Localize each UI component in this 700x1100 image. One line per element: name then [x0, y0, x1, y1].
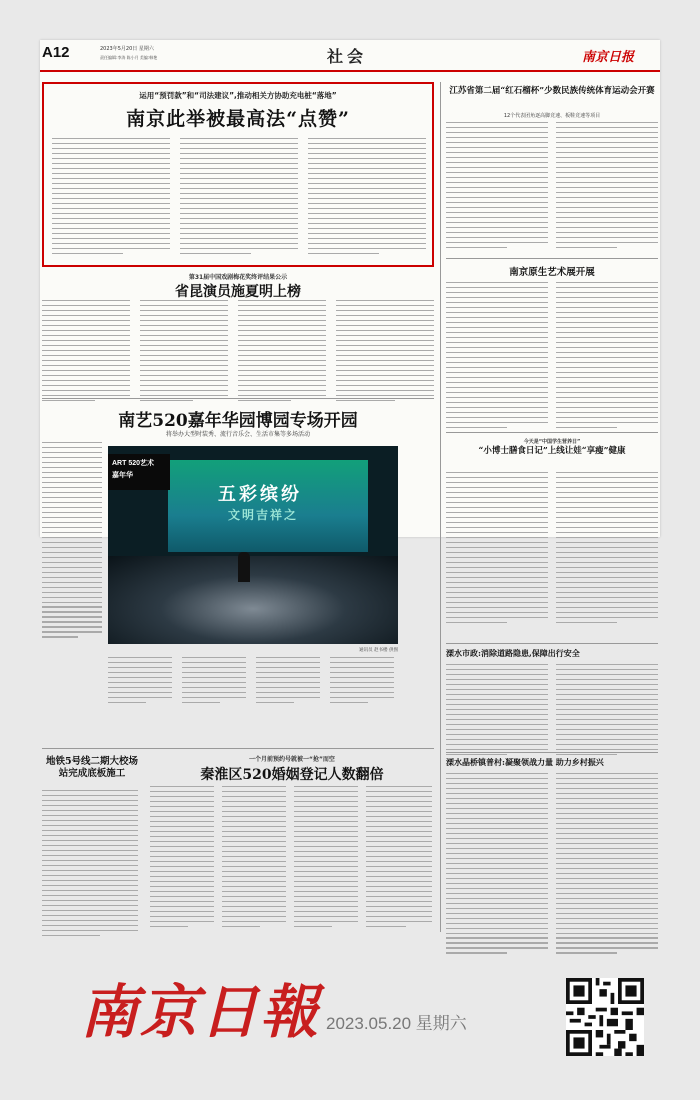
right4-text-col1 — [446, 664, 548, 759]
divider — [446, 432, 658, 433]
right3-title[interactable]: “小博士膳食日记”上线让娃“享瘦”健康 — [478, 446, 626, 456]
story3-subtitle: 将举办大型时装秀、流行音乐会、生活市集等多场活动 — [165, 431, 310, 438]
right5-text-col2 — [556, 773, 658, 957]
lead-text-col1 — [52, 138, 170, 258]
right5-title[interactable]: 溧水晶桥镇普村:凝聚领战力量 助力乡村振兴 — [446, 757, 604, 767]
story2-text-col2 — [140, 300, 228, 405]
story3-text-b3 — [256, 657, 320, 707]
orchestra-stage — [108, 556, 398, 644]
right3-text-col1 — [446, 472, 548, 627]
right1-title[interactable]: 江苏省第二届“红石榴杯”少数民族传统体育运动会开赛 — [449, 86, 655, 96]
qr-code-icon[interactable] — [566, 978, 644, 1056]
story2-text-col4 — [336, 300, 434, 405]
story5-title[interactable]: 秦淮区520婚姻登记人数翻倍 — [200, 767, 384, 783]
story2-kicker: 第31届中国戏剧梅花奖终评结果公示 — [188, 274, 288, 281]
story5-text-col2 — [222, 786, 286, 931]
divider — [42, 748, 434, 749]
footer-logo: 南京日報 — [80, 978, 321, 1046]
lead-title: 南京此举被最高法“点赞” — [126, 108, 350, 130]
right1-text-col1 — [446, 122, 548, 252]
story3-text-b2 — [182, 657, 246, 707]
conductor — [238, 552, 250, 582]
footer-date: 2023.05.20 星期六 — [326, 1014, 467, 1033]
right4-title[interactable]: 溧水市政:消除道路隐患,保障出行安全 — [446, 648, 580, 658]
story5-text-col3 — [294, 786, 358, 931]
page-header — [40, 40, 660, 72]
right5-text-col1 — [446, 773, 548, 957]
story3-text-b1 — [108, 657, 172, 707]
story5-kicker: 一个月前预约号就被一“抢”而空 — [249, 756, 335, 763]
lead-story[interactable] — [42, 82, 434, 267]
story5-text-col4 — [366, 786, 432, 931]
story2-text-col1 — [42, 300, 130, 405]
story3-title[interactable]: 南艺520嘉年华园博园专场开园 — [118, 411, 358, 431]
right2-text-col2 — [556, 282, 658, 432]
screen-subtext: 文明吉祥之 — [228, 508, 299, 522]
header-date: 2023年5月20日 星期六 — [100, 46, 154, 52]
photo-credit: 通讯员 赵书楼 供图 — [359, 648, 398, 653]
section-title: 社会 — [327, 47, 368, 66]
story5-text-col1 — [150, 786, 214, 931]
right2-title[interactable]: 南京原生艺术展开展 — [509, 267, 595, 278]
story3-text — [42, 442, 102, 641]
story2-text-col3 — [238, 300, 326, 405]
concert-photo[interactable] — [108, 446, 398, 644]
page-number: A12 — [42, 44, 70, 61]
sign-line2: 嘉年华 — [112, 471, 133, 479]
sign-line1: ART 520艺术 — [112, 460, 155, 467]
story3-text-b4 — [330, 657, 394, 707]
lead-text-col3 — [308, 138, 426, 258]
story2-title[interactable]: 省昆演员施夏明上榜 — [175, 284, 301, 300]
lead-text-col2 — [180, 138, 298, 258]
story4-title[interactable]: 地铁5号线二期大校场站完成底板施工 — [45, 756, 139, 779]
divider — [446, 643, 658, 644]
right3-text-col2 — [556, 472, 658, 627]
right4-text-col2 — [556, 664, 658, 759]
right2-text-col1 — [446, 282, 548, 432]
screen-text: 五彩缤纷 — [218, 484, 302, 505]
lead-subtitle: 运用“预罚款”和“司法建议”,推动相关方协助充电桩“落地” — [139, 91, 337, 100]
header-editors: 责任编辑:李涛 陈小月 美编:韩艳 — [100, 55, 158, 60]
divider — [446, 752, 658, 753]
right3-kicker: 今天是“中国学生营养日” — [523, 439, 581, 445]
right1-subtitle: 12个代表团角逐高脚竞速、板鞋竞速等项目 — [503, 113, 601, 119]
divider — [42, 398, 434, 399]
header-logo: 南京日报 — [582, 50, 635, 65]
right1-text-col2 — [556, 122, 658, 252]
divider — [446, 258, 658, 259]
column-divider — [440, 82, 441, 932]
story4-text — [42, 790, 138, 940]
